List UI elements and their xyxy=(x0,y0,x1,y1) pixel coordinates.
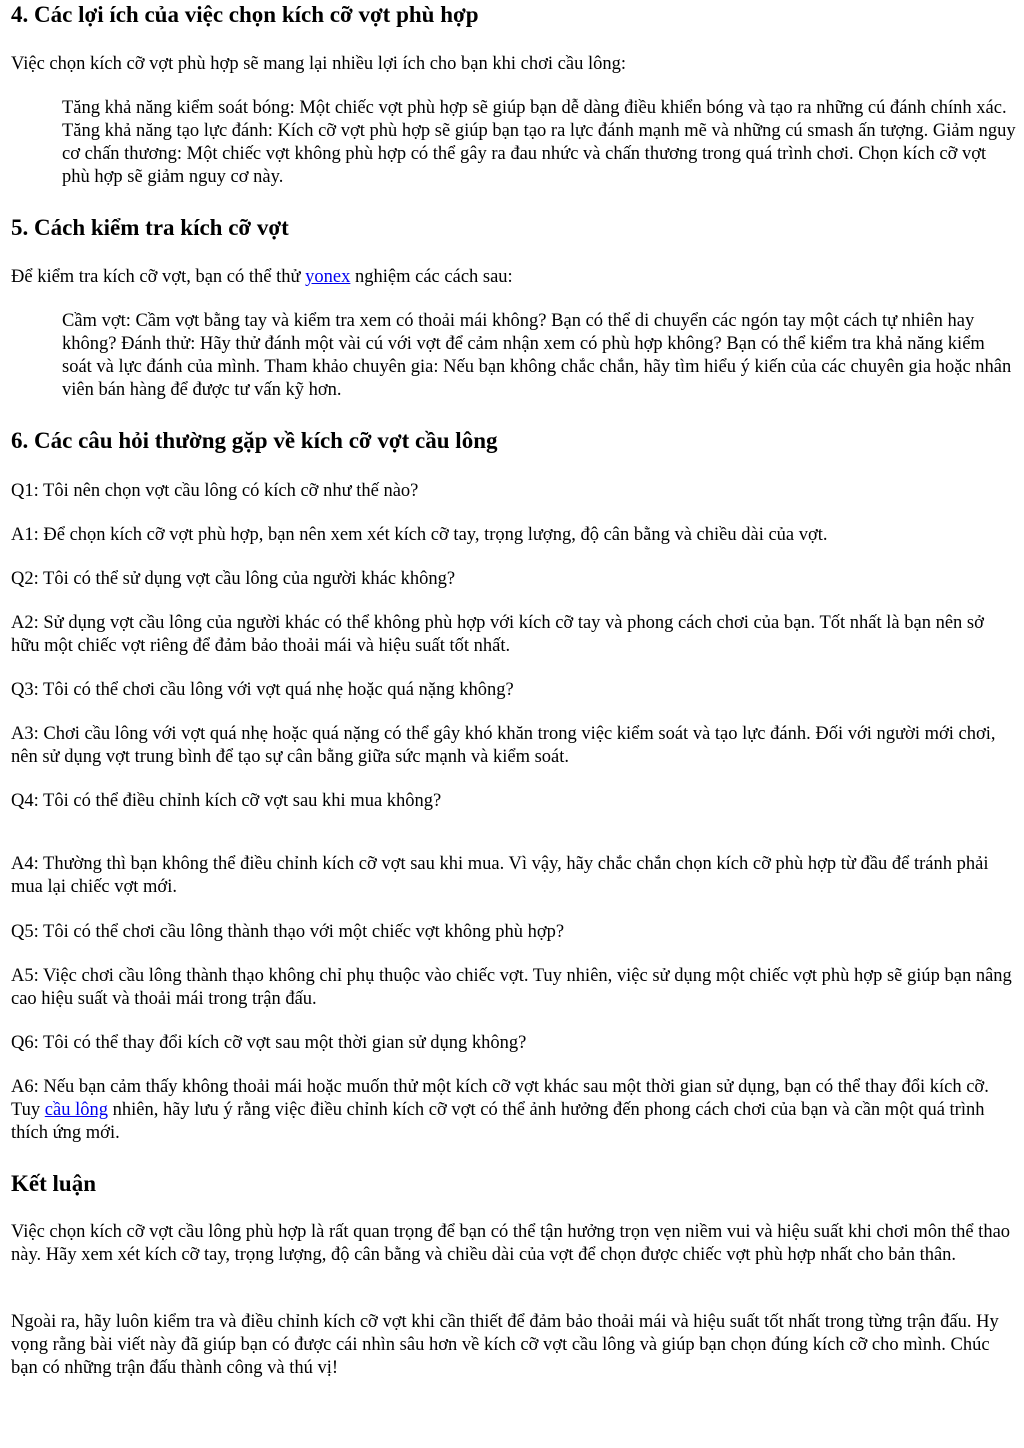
cau-long-link[interactable]: cầu lông xyxy=(44,1100,108,1120)
faq-answer-6-text-end: nhiên, hãy lưu ý rằng việc điều chỉnh kích cỡ vợt có thể ảnh hưởng đến phong cách chơi của bạn và cần một quá trình thích ứng mới. xyxy=(11,1100,985,1143)
faq-answer-5: A5: Việc chơi cầu lông thành thạo không chỉ phụ thuộc vào chiếc vợt. Tuy nhiên, việc sử dụng một chiếc vợt phù hợp sẽ giúp bạn nâng cao hiệu suất và thoải mái trong trận đấu. xyxy=(11,966,1012,1009)
section-6-heading: 6. Các câu hỏi thường gặp về kích cỡ vợt cầu lông xyxy=(11,428,498,453)
section-4-intro: Việc chọn kích cỡ vợt phù hợp sẽ mang lại nhiều lợi ích cho bạn khi chơi cầu lông: xyxy=(11,54,626,74)
section-5-heading: 5. Cách kiểm tra kích cỡ vợt xyxy=(11,215,289,240)
faq-answer-3: A3: Chơi cầu lông với vợt quá nhẹ hoặc quá nặng có thể gây khó khăn trong việc kiểm soát và tạo lực đánh. Đối với người mới chơi, nên sử dụng vợt trung bình để tạo sự cân bằng giữa sức mạnh và kiểm soát. xyxy=(11,724,996,767)
faq-question-3: Q3: Tôi có thể chơi cầu lông với vợt quá nhẹ hoặc quá nặng không? xyxy=(11,680,514,700)
section-5-intro-text-end: nghiệm các cách sau: xyxy=(350,267,513,287)
faq-answer-2: A2: Sử dụng vợt cầu lông của người khác có thể không phù hợp với kích cỡ tay và phong cách chơi của bạn. Tốt nhất là bạn nên sở hữu một chiếc vợt riêng để đảm bảo thoải mái và hiệu suất tốt nhất. xyxy=(11,613,984,656)
faq-question-1: Q1: Tôi nên chọn vợt cầu lông có kích cỡ như thế nào? xyxy=(11,481,419,501)
faq-answer-6 xyxy=(11,1076,1016,1145)
section-4-heading: 4. Các lợi ích của việc chọn kích cỡ vợt phù hợp xyxy=(11,2,479,27)
yonex-link[interactable]: yonex xyxy=(305,267,351,287)
faq-answer-6-text-start: A6: Nếu bạn cảm thấy không thoải mái hoặc muốn thử một kích cỡ vợt khác sau một thời gian sử dụng, bạn có thể thay đổi kích cỡ. Tuy xyxy=(11,1077,989,1120)
faq-question-4: Q4: Tôi có thể điều chỉnh kích cỡ vợt sau khi mua không? xyxy=(11,791,442,811)
section-5-intro-text-start: Để kiểm tra kích cỡ vợt, bạn có thể thử xyxy=(11,267,306,287)
section-5-intro xyxy=(11,266,1016,289)
faq-question-5: Q5: Tôi có thể chơi cầu lông thành thạo với một chiếc vợt không phù hợp? xyxy=(11,922,565,942)
faq-question-6: Q6: Tôi có thể thay đổi kích cỡ vợt sau một thời gian sử dụng không? xyxy=(11,1033,527,1053)
faq-answer-1: A1: Để chọn kích cỡ vợt phù hợp, bạn nên xem xét kích cỡ tay, trọng lượng, độ cân bằng và chiều dài của vợt. xyxy=(11,525,828,545)
section-4-benefits-quote: Tăng khả năng kiểm soát bóng: Một chiếc vợt phù hợp sẽ giúp bạn dễ dàng điều khiển bóng và tạo ra những cú đánh chính xác. Tăng khả năng tạo lực đánh: Kích cỡ vợt phù hợp sẽ giúp bạn tạo ra lực đánh mạnh mẽ và những cú smash ấn tượng. Giảm nguy cơ chấn thương: Một chiếc vợt không phù hợp có thể gây ra đau nhức và chấn thương trong quá trình chơi. Chọn kích cỡ vợt phù hợp sẽ giảm nguy cơ này. xyxy=(62,98,1016,187)
conclusion-heading: Kết luận xyxy=(11,1171,96,1196)
section-5-checks-quote: Cầm vợt: Cầm vợt bằng tay và kiểm tra xem có thoải mái không? Bạn có thể di chuyển các ngón tay một cách tự nhiên hay không? Đánh thử: Hãy thử đánh một vài cú với vợt để cảm nhận xem có phù hợp không? Bạn có thể kiểm tra khả năng kiểm soát và lực đánh của mình. Tham khảo chuyên gia: Nếu bạn không chắc chắn, hãy tìm hiểu ý kiến của các chuyên gia hoặc nhân viên bán hàng để được tư vấn kỹ hơn. xyxy=(62,311,1012,400)
faq-question-2: Q2: Tôi có thể sử dụng vợt cầu lông của người khác không? xyxy=(11,569,456,589)
conclusion-paragraph-1: Việc chọn kích cỡ vợt cầu lông phù hợp là rất quan trọng để bạn có thể tận hưởng trọn vẹn niềm vui và hiệu suất khi chơi môn thể thao này. Hãy xem xét kích cỡ tay, trọng lượng, độ cân bằng và chiều dài của vợt để chọn được chiếc vợt phù hợp nhất cho bản thân. xyxy=(11,1222,1011,1265)
faq-answer-4: A4: Thường thì bạn không thể điều chỉnh kích cỡ vợt sau khi mua. Vì vậy, hãy chắc chắn chọn kích cỡ phù hợp từ đầu để tránh phải mua lại chiếc vợt mới. xyxy=(11,854,989,897)
conclusion-paragraph-2: Ngoài ra, hãy luôn kiểm tra và điều chỉnh kích cỡ vợt khi cần thiết để đảm bảo thoải mái và hiệu suất tốt nhất trong từng trận đấu. Hy vọng rằng bài viết này đã giúp bạn có được cái nhìn sâu hơn về kích cỡ vợt cầu lông và giúp bạn chọn đúng kích cỡ cho mình. Chúc bạn có những trận đấu thành công và thú vị! xyxy=(11,1312,999,1378)
